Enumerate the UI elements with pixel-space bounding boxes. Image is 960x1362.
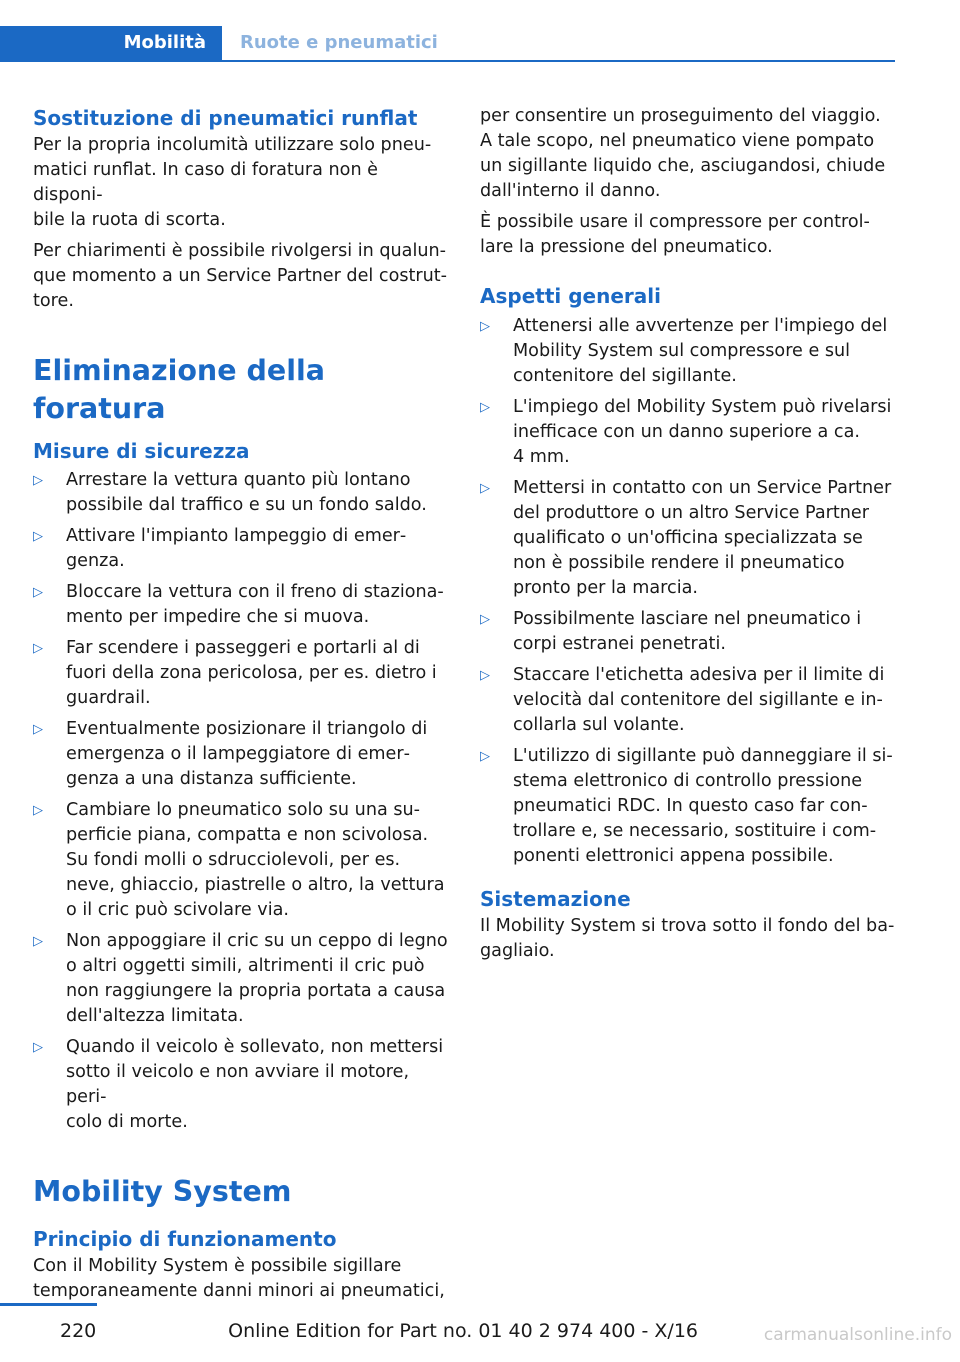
list-item-line: L'impiego del Mobility System può rivelarsi (513, 397, 892, 417)
section-tab: Mobilità (0, 26, 222, 62)
list-item-line: trollare e, se necessario, sostituire i com‐ (513, 821, 877, 841)
list-item-line: contenitore del sigillante. (513, 366, 737, 386)
triangle-right-icon: ▷ (33, 803, 43, 818)
list-item-line: non raggiungere la propria portata a causa (66, 981, 446, 1001)
list-item-line: inefficace con un danno superiore a ca. (513, 422, 860, 442)
list-item (480, 314, 896, 389)
right-column (480, 100, 896, 964)
list-item-line: Arrestare la vettura quanto più lontano (66, 470, 411, 490)
list-item-line: Mobility System sul compressore e sul (513, 341, 851, 361)
list-item-line: L'utilizzo di sigillante può danneggiare il si‐ (513, 746, 893, 766)
list-item (480, 476, 896, 601)
mobility-system-heading: Mobility System (33, 1175, 292, 1208)
triangle-right-icon: ▷ (33, 585, 43, 600)
runflat-paragraph-1 (33, 133, 451, 233)
general-list (480, 314, 896, 869)
list-item-line: collarla sul volante. (513, 715, 685, 735)
list-item-line: o il cric può scivolare via. (66, 900, 289, 920)
text-line: bile la ruota di scorta. (33, 210, 226, 230)
triangle-right-icon: ▷ (33, 473, 43, 488)
text-line: matici runflat. In caso di foratura non è disponi‐ (33, 160, 379, 205)
triangle-right-icon: ▷ (480, 319, 490, 334)
text-line: dall'interno il danno. (480, 181, 661, 201)
text-line: Per la propria incolumità utilizzare solo pneu‐ (33, 135, 432, 155)
list-item-line: mento per impedire che si muova. (66, 607, 370, 627)
list-item-line: Attenersi alle avvertenze per l'impiego del (513, 316, 888, 336)
text-line: gagliaio. (480, 941, 555, 961)
list-item-line: genza a una distanza sufficiente. (66, 769, 357, 789)
text-line: un sigillante liquido che, asciugandosi, chiude (480, 156, 886, 176)
triangle-right-icon: ▷ (480, 749, 490, 764)
list-item-line: Bloccare la vettura con il freno di staziona‐ (66, 582, 444, 602)
list-item (33, 468, 451, 518)
text-line: lare la pressione del pneumatico. (480, 237, 773, 257)
text-line: tore. (33, 291, 74, 311)
list-item-line: Non appoggiare il cric su un ceppo di legno (66, 931, 448, 951)
text-line: temporaneamente danni minori ai pneumatici, (33, 1281, 445, 1301)
watermark: carmanualsonline.info (763, 1325, 952, 1345)
text-line: Il Mobility System si trova sotto il fondo del ba‐ (480, 916, 895, 936)
runflat-heading: Sostituzione di pneumatici runflat (33, 106, 418, 130)
list-item (480, 607, 896, 657)
list-item-line: sotto il veicolo e non avviare il motore, peri‐ (66, 1062, 410, 1107)
list-item-line: del produttore o un altro Service Partner (513, 503, 869, 523)
list-item-line: corpi estranei penetrati. (513, 634, 726, 654)
list-item (33, 929, 451, 1029)
list-item-line: Far scendere i passeggeri e portarli al di (66, 638, 420, 658)
triangle-right-icon: ▷ (33, 529, 43, 544)
triangle-right-icon: ▷ (480, 612, 490, 627)
list-item-line: perficie piana, compatta e non scivolosa. (66, 825, 429, 845)
runflat-paragraph-2 (33, 239, 451, 314)
triangle-right-icon: ▷ (33, 934, 43, 949)
list-item (33, 1035, 451, 1135)
list-item (480, 395, 896, 470)
text-line: que momento a un Service Partner del costrut‐ (33, 266, 448, 286)
list-item-line: Staccare l'etichetta adesiva per il limite di (513, 665, 885, 685)
triangle-right-icon: ▷ (33, 722, 43, 737)
list-item-line: Su fondi molli o sdrucciolevoli, per es. (66, 850, 401, 870)
list-item (33, 636, 451, 711)
list-item (33, 580, 451, 630)
footer-divider (0, 1303, 97, 1306)
list-item (33, 798, 451, 923)
triangle-right-icon: ▷ (480, 481, 490, 496)
list-item-line: stema elettronico di controllo pressione (513, 771, 863, 791)
page-header (0, 26, 895, 62)
text-line: Per chiarimenti è possibile rivolgersi in qualun‐ (33, 241, 446, 261)
general-heading: Aspetti generali (480, 284, 661, 308)
triangle-right-icon: ▷ (33, 1040, 43, 1055)
list-item-line: velocità dal contenitore del sigillante e in‐ (513, 690, 883, 710)
edition-note: Online Edition for Part no. 01 40 2 974 400 - X/16 (228, 1320, 698, 1342)
list-item-line: dell'altezza limitata. (66, 1006, 244, 1026)
list-item-line: emergenza o il lampeggiatore di emer‐ (66, 744, 410, 764)
list-item-line: Quando il veicolo è sollevato, non mettersi (66, 1037, 444, 1057)
principle-heading: Principio di funzionamento (33, 1227, 337, 1251)
principle-paragraph-continued (480, 104, 896, 204)
list-item-line: o altri oggetti simili, altrimenti il cric può (66, 956, 425, 976)
list-item-line: Cambiare lo pneumatico solo su una su‐ (66, 800, 421, 820)
list-item-line: possibile dal traffico e su un fondo saldo. (66, 495, 427, 515)
list-item-line: pneumatici RDC. In questo caso far con‐ (513, 796, 868, 816)
list-item (480, 663, 896, 738)
list-item (33, 524, 451, 574)
principle-paragraph (33, 1254, 451, 1304)
list-item-line: Possibilmente lasciare nel pneumatico i (513, 609, 862, 629)
list-item-line: non è possibile rendere il pneumatico (513, 553, 845, 573)
safety-list (33, 468, 451, 1135)
text-line: Con il Mobility System è possibile sigillare (33, 1256, 402, 1276)
list-item-line: fuori della zona pericolosa, per es. dietro i (66, 663, 437, 683)
list-item-line: colo di morte. (66, 1112, 188, 1132)
list-item-line: ponenti elettronici appena possibile. (513, 846, 834, 866)
placement-heading: Sistemazione (480, 887, 631, 911)
triangle-right-icon: ▷ (480, 668, 490, 683)
text-line: È possibile usare il compressore per control‐ (480, 212, 870, 232)
left-column (33, 100, 451, 1304)
elimination-heading: Eliminazione della foratura (33, 354, 325, 425)
list-item-line: 4 mm. (513, 447, 570, 467)
list-item (33, 717, 451, 792)
triangle-right-icon: ▷ (480, 400, 490, 415)
list-item-line: pronto per la marcia. (513, 578, 698, 598)
list-item (480, 744, 896, 869)
list-item-line: Eventualmente posizionare il triangolo di (66, 719, 428, 739)
triangle-right-icon: ▷ (33, 641, 43, 656)
list-item-line: neve, ghiaccio, piastrelle o altro, la vettura (66, 875, 445, 895)
list-item-line: Mettersi in contatto con un Service Partner (513, 478, 892, 498)
text-line: per consentire un proseguimento del viaggio. (480, 106, 881, 126)
text-line: A tale scopo, nel pneumatico viene pompato (480, 131, 875, 151)
list-item-line: qualificato o un'officina specializzata se (513, 528, 863, 548)
list-item-line: Attivare l'impianto lampeggio di emer‐ (66, 526, 407, 546)
page-number: 220 (60, 1320, 97, 1342)
list-item-line: guardrail. (66, 688, 151, 708)
compressor-paragraph (480, 210, 896, 260)
subsection-tab: Ruote e pneumatici (240, 32, 438, 53)
placement-paragraph (480, 914, 896, 964)
list-item-line: genza. (66, 551, 125, 571)
safety-heading: Misure di sicurezza (33, 439, 250, 463)
